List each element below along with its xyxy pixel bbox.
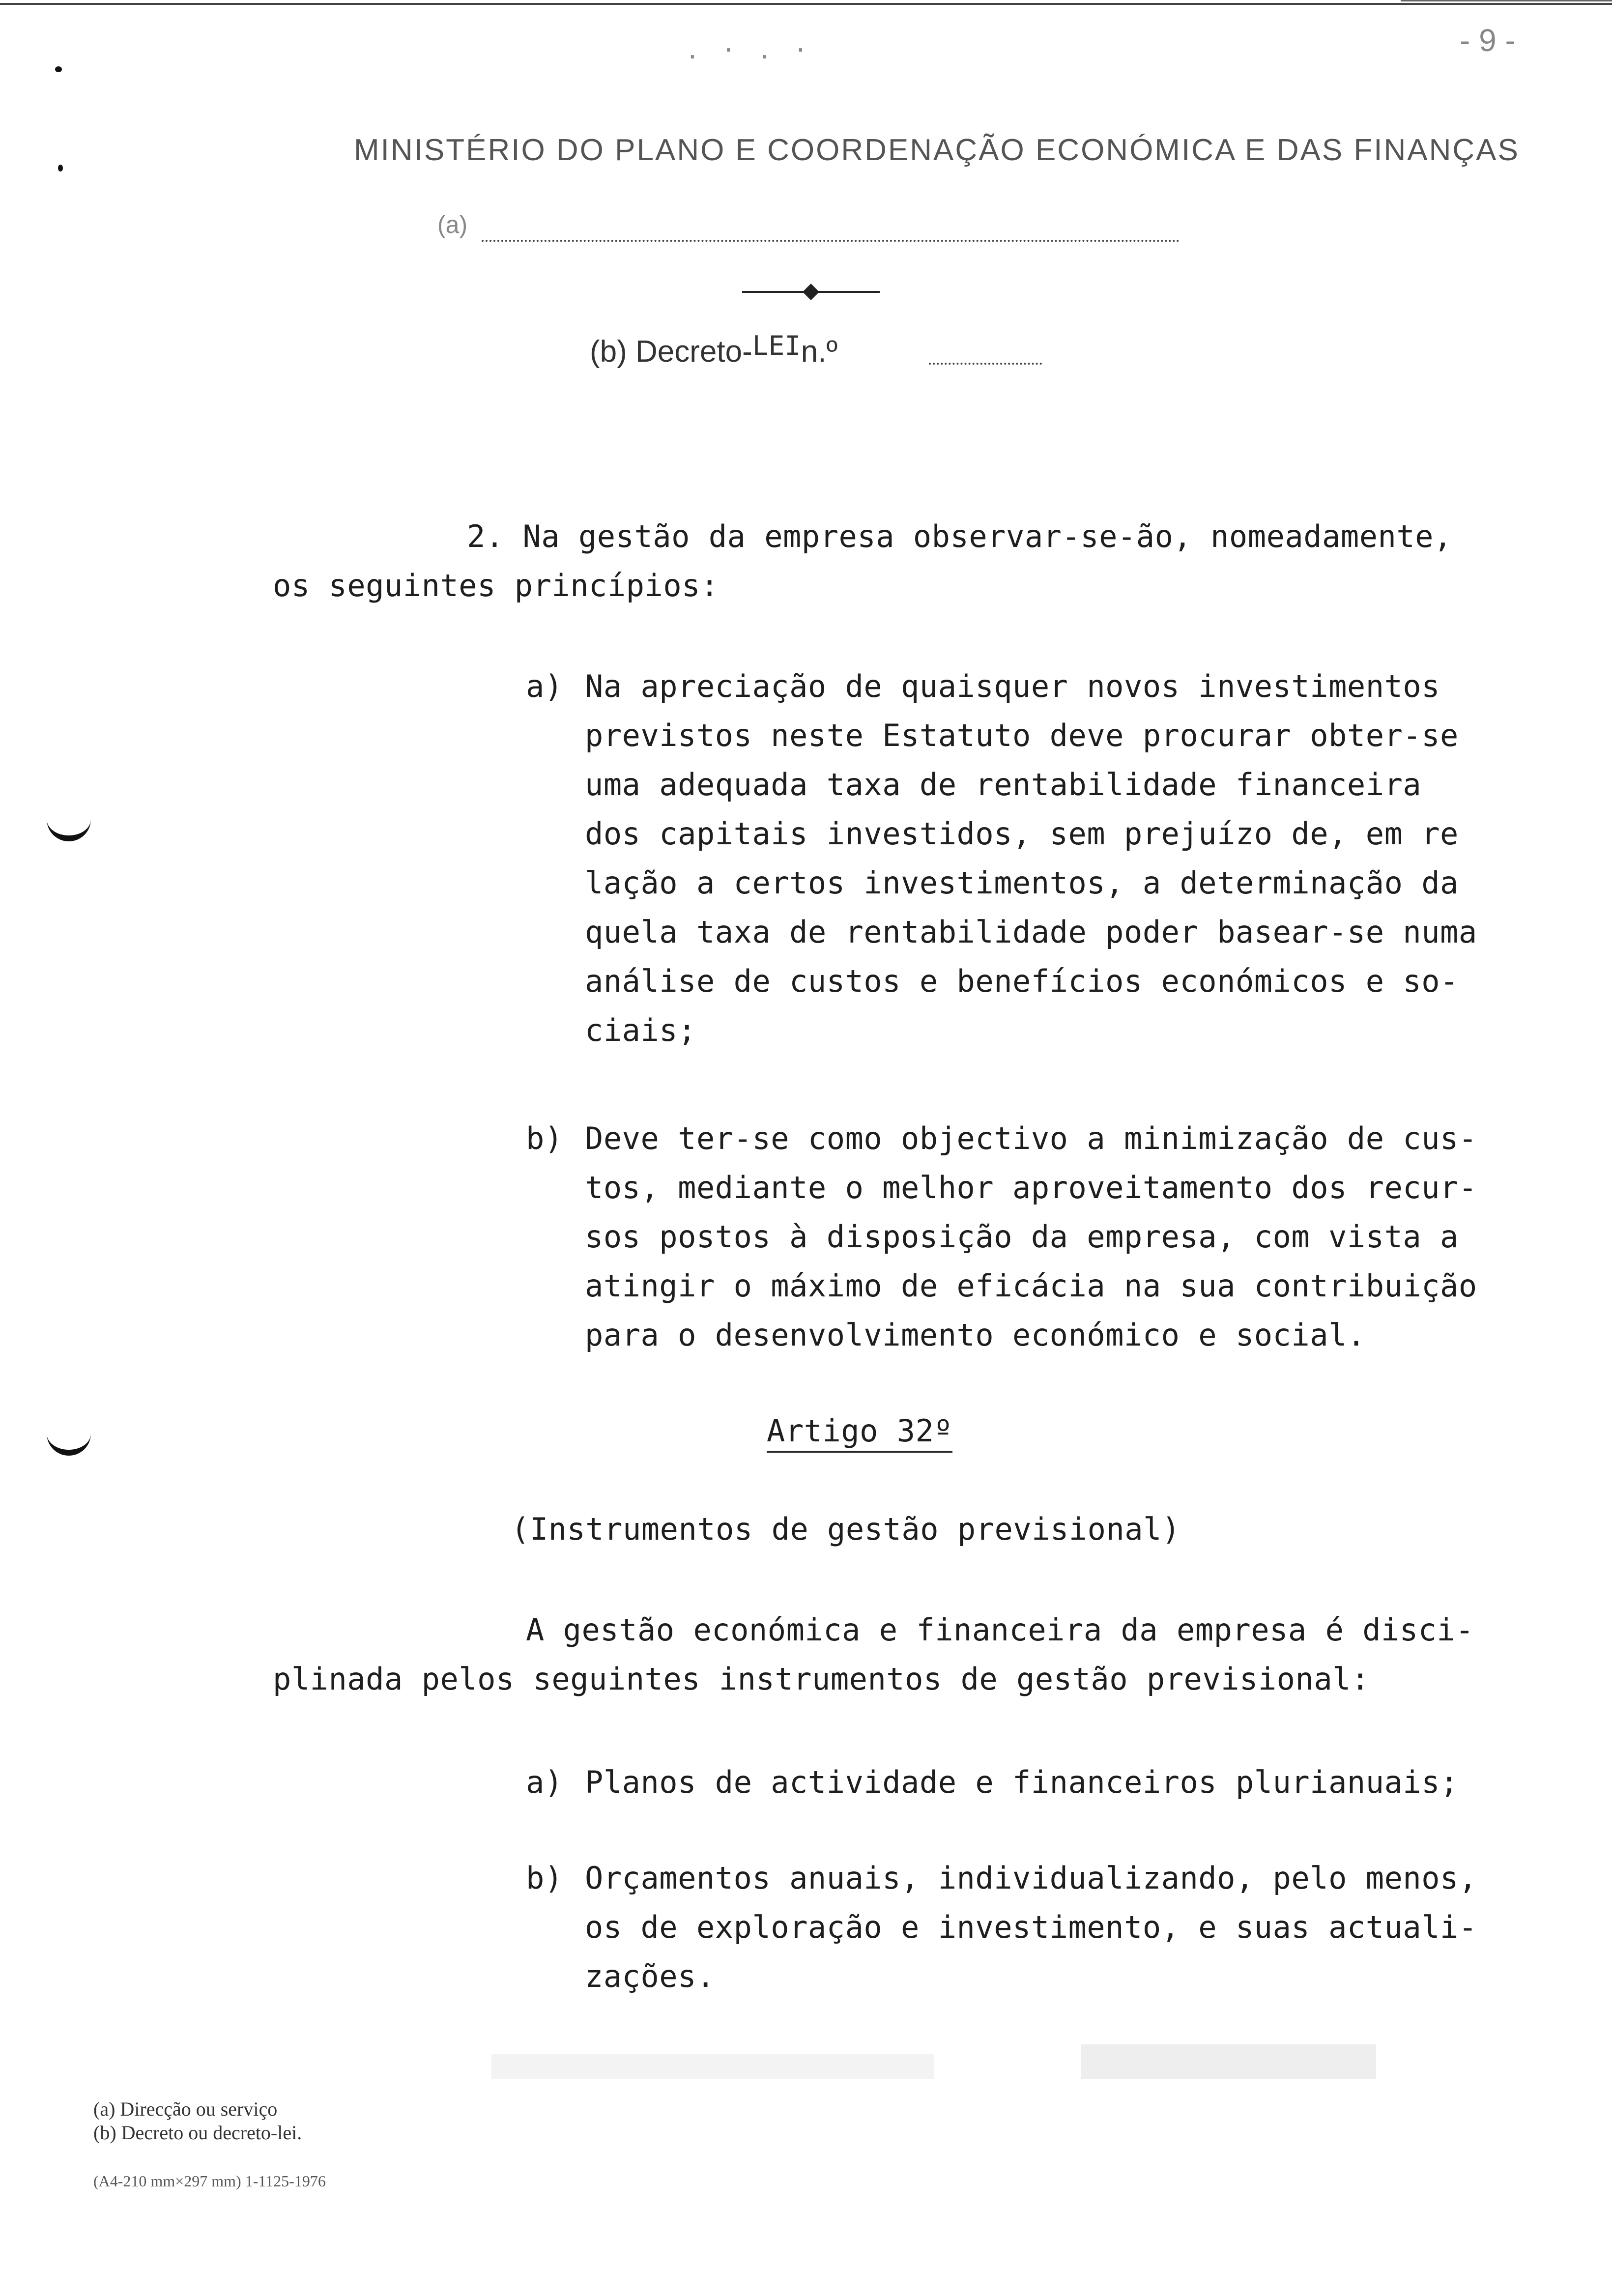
- form-code: (A4-210 mm×297 mm) 1-1125-1976: [93, 2172, 326, 2190]
- scan-noise: [491, 2054, 934, 2079]
- ornament-diamond: [803, 284, 819, 300]
- item-a-line: dos capitais investidos, sem prejuízo de, em re: [585, 816, 1459, 852]
- decree-label: (b) Decreto-: [590, 335, 752, 369]
- footnote-b: (b) Decreto ou decreto-lei.: [93, 2122, 302, 2144]
- item-a-line: ciais;: [585, 1012, 696, 1048]
- direction-dotted-line: [482, 240, 1180, 242]
- article-subtitle: (Instrumentos de gestão previsional): [511, 1511, 1180, 1547]
- direction-marker: (a): [437, 211, 468, 238]
- top-edge-rule: [0, 3, 1612, 5]
- header-stamp: . · . ·: [688, 30, 815, 65]
- margin-mark: [47, 816, 91, 841]
- item-a-line: quela taxa de rentabilidade poder basear-se numa: [585, 914, 1477, 950]
- decree-line: [590, 330, 838, 369]
- top-edge-rule-right: [1401, 0, 1612, 1]
- article-intro-line: plinada pelos seguintes instrumentos de gestão previsional:: [273, 1661, 1370, 1697]
- item-b-line: para o desenvolvimento económico e social.: [585, 1317, 1366, 1353]
- scan-noise: [1081, 2044, 1376, 2079]
- decree-handwritten: LEI: [752, 330, 801, 361]
- item-a-line: previstos neste Estatuto deve procurar obter-se: [585, 718, 1459, 753]
- page-number: - 9 -: [1460, 23, 1516, 58]
- item-b-line: atingir o máximo de eficácia na sua contribuição: [585, 1268, 1477, 1304]
- art-item-b-marker: b): [526, 1860, 563, 1896]
- item-a-marker: a): [526, 668, 563, 704]
- art-item-a-line: Planos de actividade e financeiros plurianuais;: [585, 1764, 1459, 1800]
- punch-mark: [55, 66, 62, 72]
- art-item-b-line: zações.: [585, 1958, 715, 1994]
- para2-line: 2. Na gestão da empresa observar-se-ão, nomeadamente,: [467, 518, 1452, 554]
- art-item-b-line: Orçamentos anuais, individualizando, pelo menos,: [585, 1860, 1477, 1896]
- decree-number-label: n.º: [801, 335, 838, 369]
- item-b-marker: b): [526, 1120, 563, 1156]
- item-a-line: uma adequada taxa de rentabilidade financeira: [585, 767, 1422, 803]
- art-item-a-marker: a): [526, 1764, 563, 1800]
- article-intro-line: A gestão económica e financeira da empresa é disci-: [526, 1612, 1474, 1648]
- ministry-title: MINISTÉRIO DO PLANO E COORDENAÇÃO ECONÓMICA E DAS FINANÇAS: [354, 133, 1520, 167]
- item-b-line: Deve ter-se como objectivo a minimização de cus-: [585, 1120, 1477, 1156]
- item-a-line: lação a certos investimentos, a determinação da: [585, 865, 1459, 901]
- para2-line: os seguintes princípios:: [273, 568, 719, 603]
- item-b-line: tos, mediante o melhor aproveitamento dos recur-: [585, 1170, 1477, 1205]
- decree-dotted-line: [929, 363, 1042, 365]
- article-title: Artigo 32º: [767, 1413, 952, 1453]
- item-a-line: Na apreciação de quaisquer novos investimentos: [585, 668, 1440, 704]
- punch-mark: [58, 165, 63, 172]
- margin-mark: [47, 1430, 91, 1456]
- item-b-line: sos postos à disposição da empresa, com vista a: [585, 1219, 1459, 1255]
- footnote-a: (a) Direcção ou serviço: [93, 2098, 278, 2120]
- item-a-line: análise de custos e benefícios económicos e so-: [585, 963, 1459, 999]
- art-item-b-line: os de exploração e investimento, e suas actuali-: [585, 1909, 1477, 1945]
